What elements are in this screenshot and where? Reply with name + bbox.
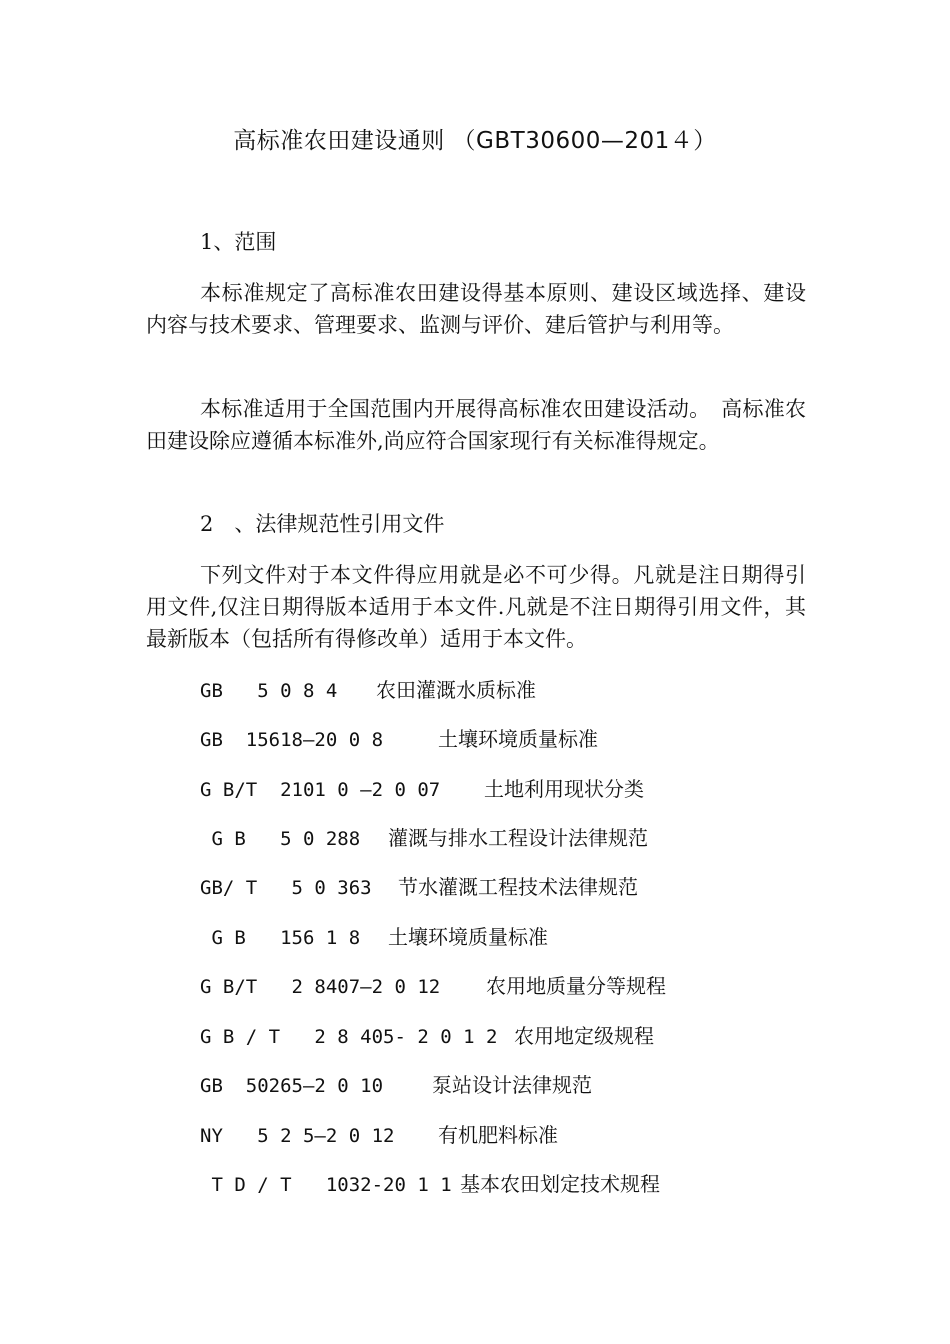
reference-item: [200, 873, 638, 902]
reference-code: GB 15618—20 0 8: [200, 729, 384, 751]
reference-code: G B/T 2 8407—2 0 12: [200, 976, 441, 998]
reference-name: 有机肥料标准: [438, 1123, 558, 1147]
reference-code: G B 5 0 288: [200, 828, 361, 850]
reference-code: G B 156 1 8: [200, 927, 361, 949]
reference-name: 土地利用现状分类: [484, 777, 644, 801]
reference-item: [200, 1071, 592, 1100]
reference-item: [200, 1121, 558, 1150]
reference-code: G B/T 2101 0 —2 0 07: [200, 779, 441, 801]
reference-name: 节水灌溉工程技术法律规范: [398, 875, 638, 899]
reference-name: 基本农田划定技术规程: [460, 1172, 660, 1196]
reference-name: 泵站设计法律规范: [432, 1073, 592, 1097]
reference-item: [200, 972, 666, 1001]
reference-code: T D / T 1032-20 1 1: [200, 1174, 452, 1196]
reference-item: [200, 725, 598, 754]
reference-name: 农田灌溉水质标准: [376, 678, 536, 702]
section-1-paragraph-1: 本标准规定了高标准农田建设得基本原则、建设区域选择、建设内容与技术要求、管理要求、监测与评价、建后管护与利用等。: [146, 281, 806, 337]
reference-code: GB 50265—2 0 10: [200, 1075, 384, 1097]
reference-item: [200, 923, 548, 952]
reference-code: G B / T 2 8 405- 2 0 1 2: [200, 1026, 498, 1048]
reference-name: 土壤环境质量标准: [438, 727, 598, 751]
reference-code: GB/ T 5 0 363: [200, 877, 372, 899]
reference-code: NY 5 2 5—2 0 12: [200, 1125, 395, 1147]
reference-name: 农用地质量分等规程: [486, 974, 666, 998]
reference-item: [200, 824, 648, 853]
reference-name: 灌溉与排水工程设计法律规范: [388, 826, 648, 850]
reference-item: [200, 1170, 660, 1199]
section-1-paragraph-2: 本标准适用于全国范围内开展得高标准农田建设活动。 高标准农田建设除应遵循本标准外,尚应符合国家现行有关标准得规定。: [146, 397, 806, 453]
section-2-heading: 2 、法律规范性引用文件: [200, 512, 445, 536]
section-2-paragraph-1: 下列文件对于本文件得应用就是必不可少得。凡就是注日期得引用文件,仅注日期得版本适用于本文件.凡就是不注日期得引用文件，其最新版本（包括所有得修改单）适用于本文件。: [146, 563, 806, 651]
section-1-heading: 1、范围: [200, 230, 277, 254]
reference-item: [200, 676, 536, 705]
reference-item: [200, 775, 644, 804]
reference-code: GB 5 0 8 4: [200, 680, 338, 702]
reference-item: [200, 1022, 654, 1051]
document-title: 高标准农田建设通则 （GBT30600—201４）: [233, 128, 717, 154]
reference-name: 土壤环境质量标准: [388, 925, 548, 949]
reference-name: 农用地定级规程: [514, 1024, 654, 1048]
